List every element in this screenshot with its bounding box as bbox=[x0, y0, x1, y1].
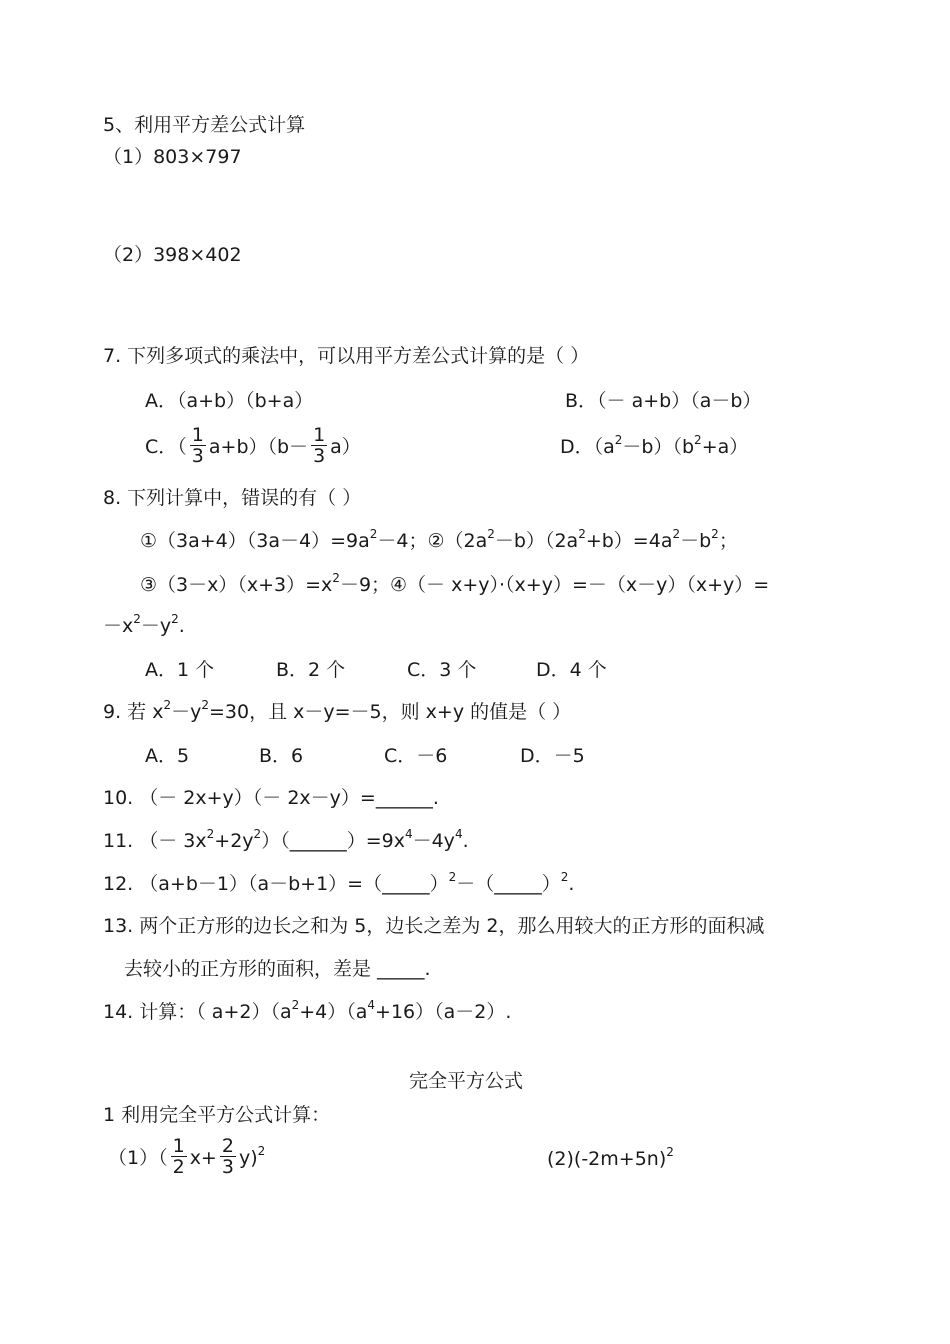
superscript: 2 bbox=[201, 698, 209, 712]
q7-option-b: B．（－ a+b）（a－b） bbox=[565, 390, 762, 412]
q14-part: +16）（a－2）. bbox=[375, 1001, 512, 1023]
q8-option-c: C．3 个 bbox=[407, 659, 477, 681]
s2-frac1-den: 2 bbox=[172, 1156, 185, 1178]
superscript: 2 bbox=[448, 870, 457, 884]
superscript: 2 bbox=[163, 698, 172, 712]
q8-l1-part: ； bbox=[718, 530, 738, 552]
q8-l1-part: +b）=4a bbox=[585, 530, 673, 552]
superscript: 2 bbox=[257, 1144, 266, 1158]
superscript: 2 bbox=[171, 612, 179, 626]
q8-line-2 bbox=[140, 573, 769, 599]
q12-text bbox=[103, 872, 574, 898]
q11-part: －4y bbox=[412, 830, 455, 852]
q9-option-a: A．5 bbox=[145, 745, 190, 767]
q8-option-d: D．4 个 bbox=[536, 659, 607, 681]
q8-l1-part: －b）（2a bbox=[494, 530, 579, 552]
q7-c-prefix: C．（ bbox=[145, 436, 187, 458]
q7-option-d bbox=[560, 435, 748, 461]
q12-part: . bbox=[568, 873, 575, 895]
s2-p2-text: (2)(-2m+5n) bbox=[547, 1148, 667, 1170]
q8-l3-part: －x bbox=[103, 615, 134, 637]
q9-option-c: C．－6 bbox=[384, 745, 448, 767]
q7-c-fraction-1 bbox=[190, 425, 206, 466]
q8-option-a: A．1 个 bbox=[145, 659, 215, 681]
q8-line-1 bbox=[140, 529, 738, 555]
s2-frac2-num: 2 bbox=[221, 1135, 234, 1157]
q13-line-2: 去较小的正方形的面积，差是 _____. bbox=[124, 958, 431, 980]
s2-frac2-den: 3 bbox=[221, 1156, 234, 1178]
q9-stem bbox=[103, 700, 571, 726]
q9-option-b: B．6 bbox=[259, 745, 304, 767]
q7-option-c bbox=[145, 424, 361, 468]
section2-q1-part2 bbox=[547, 1147, 674, 1173]
superscript: 2 bbox=[206, 827, 215, 841]
superscript: 2 bbox=[614, 433, 623, 447]
q10-text: 10. （－ 2x+y）（－ 2x－y）=______. bbox=[103, 787, 439, 809]
q13-line-1: 13. 两个正方形的边长之和为 5，边长之差为 2，那么用较大的正方形的面积减 bbox=[103, 915, 765, 937]
q7-d-part: －b）（b bbox=[622, 436, 695, 458]
q5-title: 5、利用平方差公式计算 bbox=[103, 114, 306, 136]
q12-part: 12. （a+b－1）（a－b+1）=（_____） bbox=[103, 873, 449, 895]
section2-q1-part1 bbox=[108, 1135, 266, 1180]
q11-part: ）（______）=9x bbox=[261, 830, 405, 852]
s2-p1-suffix: y) bbox=[238, 1147, 258, 1169]
superscript: 4 bbox=[454, 827, 463, 841]
s2-p1-fraction-2 bbox=[220, 1136, 236, 1177]
s2-frac1-num: 1 bbox=[172, 1135, 185, 1157]
q8-stem: 8. 下列计算中，错误的有（ ） bbox=[103, 487, 362, 509]
superscript: 2 bbox=[666, 1145, 674, 1159]
q7-c-frac1-den: 3 bbox=[191, 445, 204, 467]
q7-c-frac1-num: 1 bbox=[191, 424, 204, 446]
q5-part1: （1）803×797 bbox=[103, 146, 242, 168]
q7-c-fraction-2 bbox=[311, 425, 327, 466]
superscript: 4 bbox=[404, 827, 413, 841]
q7-c-mid: a+b）（b－ bbox=[208, 436, 309, 458]
q14-part: +4）（a bbox=[299, 1001, 368, 1023]
q9-option-d: D．－5 bbox=[520, 745, 585, 767]
q9-stem-part: =30，且 x－y=－5，则 x+y 的值是（ ） bbox=[208, 701, 572, 723]
section-title: 完全平方公式 bbox=[409, 1070, 524, 1092]
superscript: 2 bbox=[560, 870, 569, 884]
q9-stem-part: －y bbox=[171, 701, 202, 723]
q11-part: +2y bbox=[214, 830, 254, 852]
q8-l1-part: －4；②（2a bbox=[377, 530, 488, 552]
q7-stem: 7. 下列多项式的乘法中，可以用平方差公式计算的是（ ） bbox=[103, 345, 590, 367]
superscript: 2 bbox=[487, 527, 495, 541]
s2-p1-prefix: （1）（ bbox=[108, 1147, 168, 1169]
superscript: 2 bbox=[711, 527, 719, 541]
q11-text bbox=[103, 829, 469, 855]
superscript: 2 bbox=[578, 527, 586, 541]
s2-p1-mid: x+ bbox=[189, 1147, 217, 1169]
q11-part: . bbox=[462, 830, 469, 852]
q7-d-part: +a） bbox=[701, 436, 749, 458]
q11-part: 11. （－ 3x bbox=[103, 830, 207, 852]
q7-d-part: D．（a bbox=[560, 436, 615, 458]
q12-part: －（_____） bbox=[456, 873, 561, 895]
s2-p1-fraction-1 bbox=[171, 1136, 187, 1177]
q14-part: 14. 计算：（ a+2）（a bbox=[103, 1001, 292, 1023]
superscript: 2 bbox=[332, 571, 340, 585]
superscript: 4 bbox=[367, 998, 376, 1012]
q5-part2: （2）398×402 bbox=[103, 244, 242, 266]
q7-c-frac2-den: 3 bbox=[313, 445, 326, 467]
q8-l3-part: －y bbox=[140, 615, 172, 637]
q8-l1-part: －b bbox=[680, 530, 712, 552]
superscript: 2 bbox=[369, 527, 378, 541]
q7-c-frac2-num: 1 bbox=[313, 424, 326, 446]
q8-l3-part: . bbox=[178, 615, 185, 637]
q7-option-a: A．（a+b）（b+a） bbox=[145, 390, 314, 412]
superscript: 2 bbox=[672, 527, 681, 541]
q8-l1-part: ①（3a+4）（3a－4）=9a bbox=[140, 530, 370, 552]
superscript: 2 bbox=[133, 612, 141, 626]
q8-line-3 bbox=[103, 614, 185, 640]
q14-text bbox=[103, 1000, 511, 1026]
q7-c-suffix: a） bbox=[330, 436, 361, 458]
q9-stem-part: 9. 若 x bbox=[103, 701, 164, 723]
superscript: 2 bbox=[694, 433, 702, 447]
section2-q1-title: 1 利用完全平方公式计算： bbox=[103, 1104, 331, 1126]
q8-l2-part: ③（3－x）（x+3）=x bbox=[140, 574, 333, 596]
superscript: 2 bbox=[253, 827, 262, 841]
q8-option-b: B．2 个 bbox=[276, 659, 346, 681]
superscript: 2 bbox=[291, 998, 300, 1012]
q8-l2-part: －9；④（－ x+y）·（x+y）=－（x－y）（x+y）= bbox=[339, 574, 770, 596]
